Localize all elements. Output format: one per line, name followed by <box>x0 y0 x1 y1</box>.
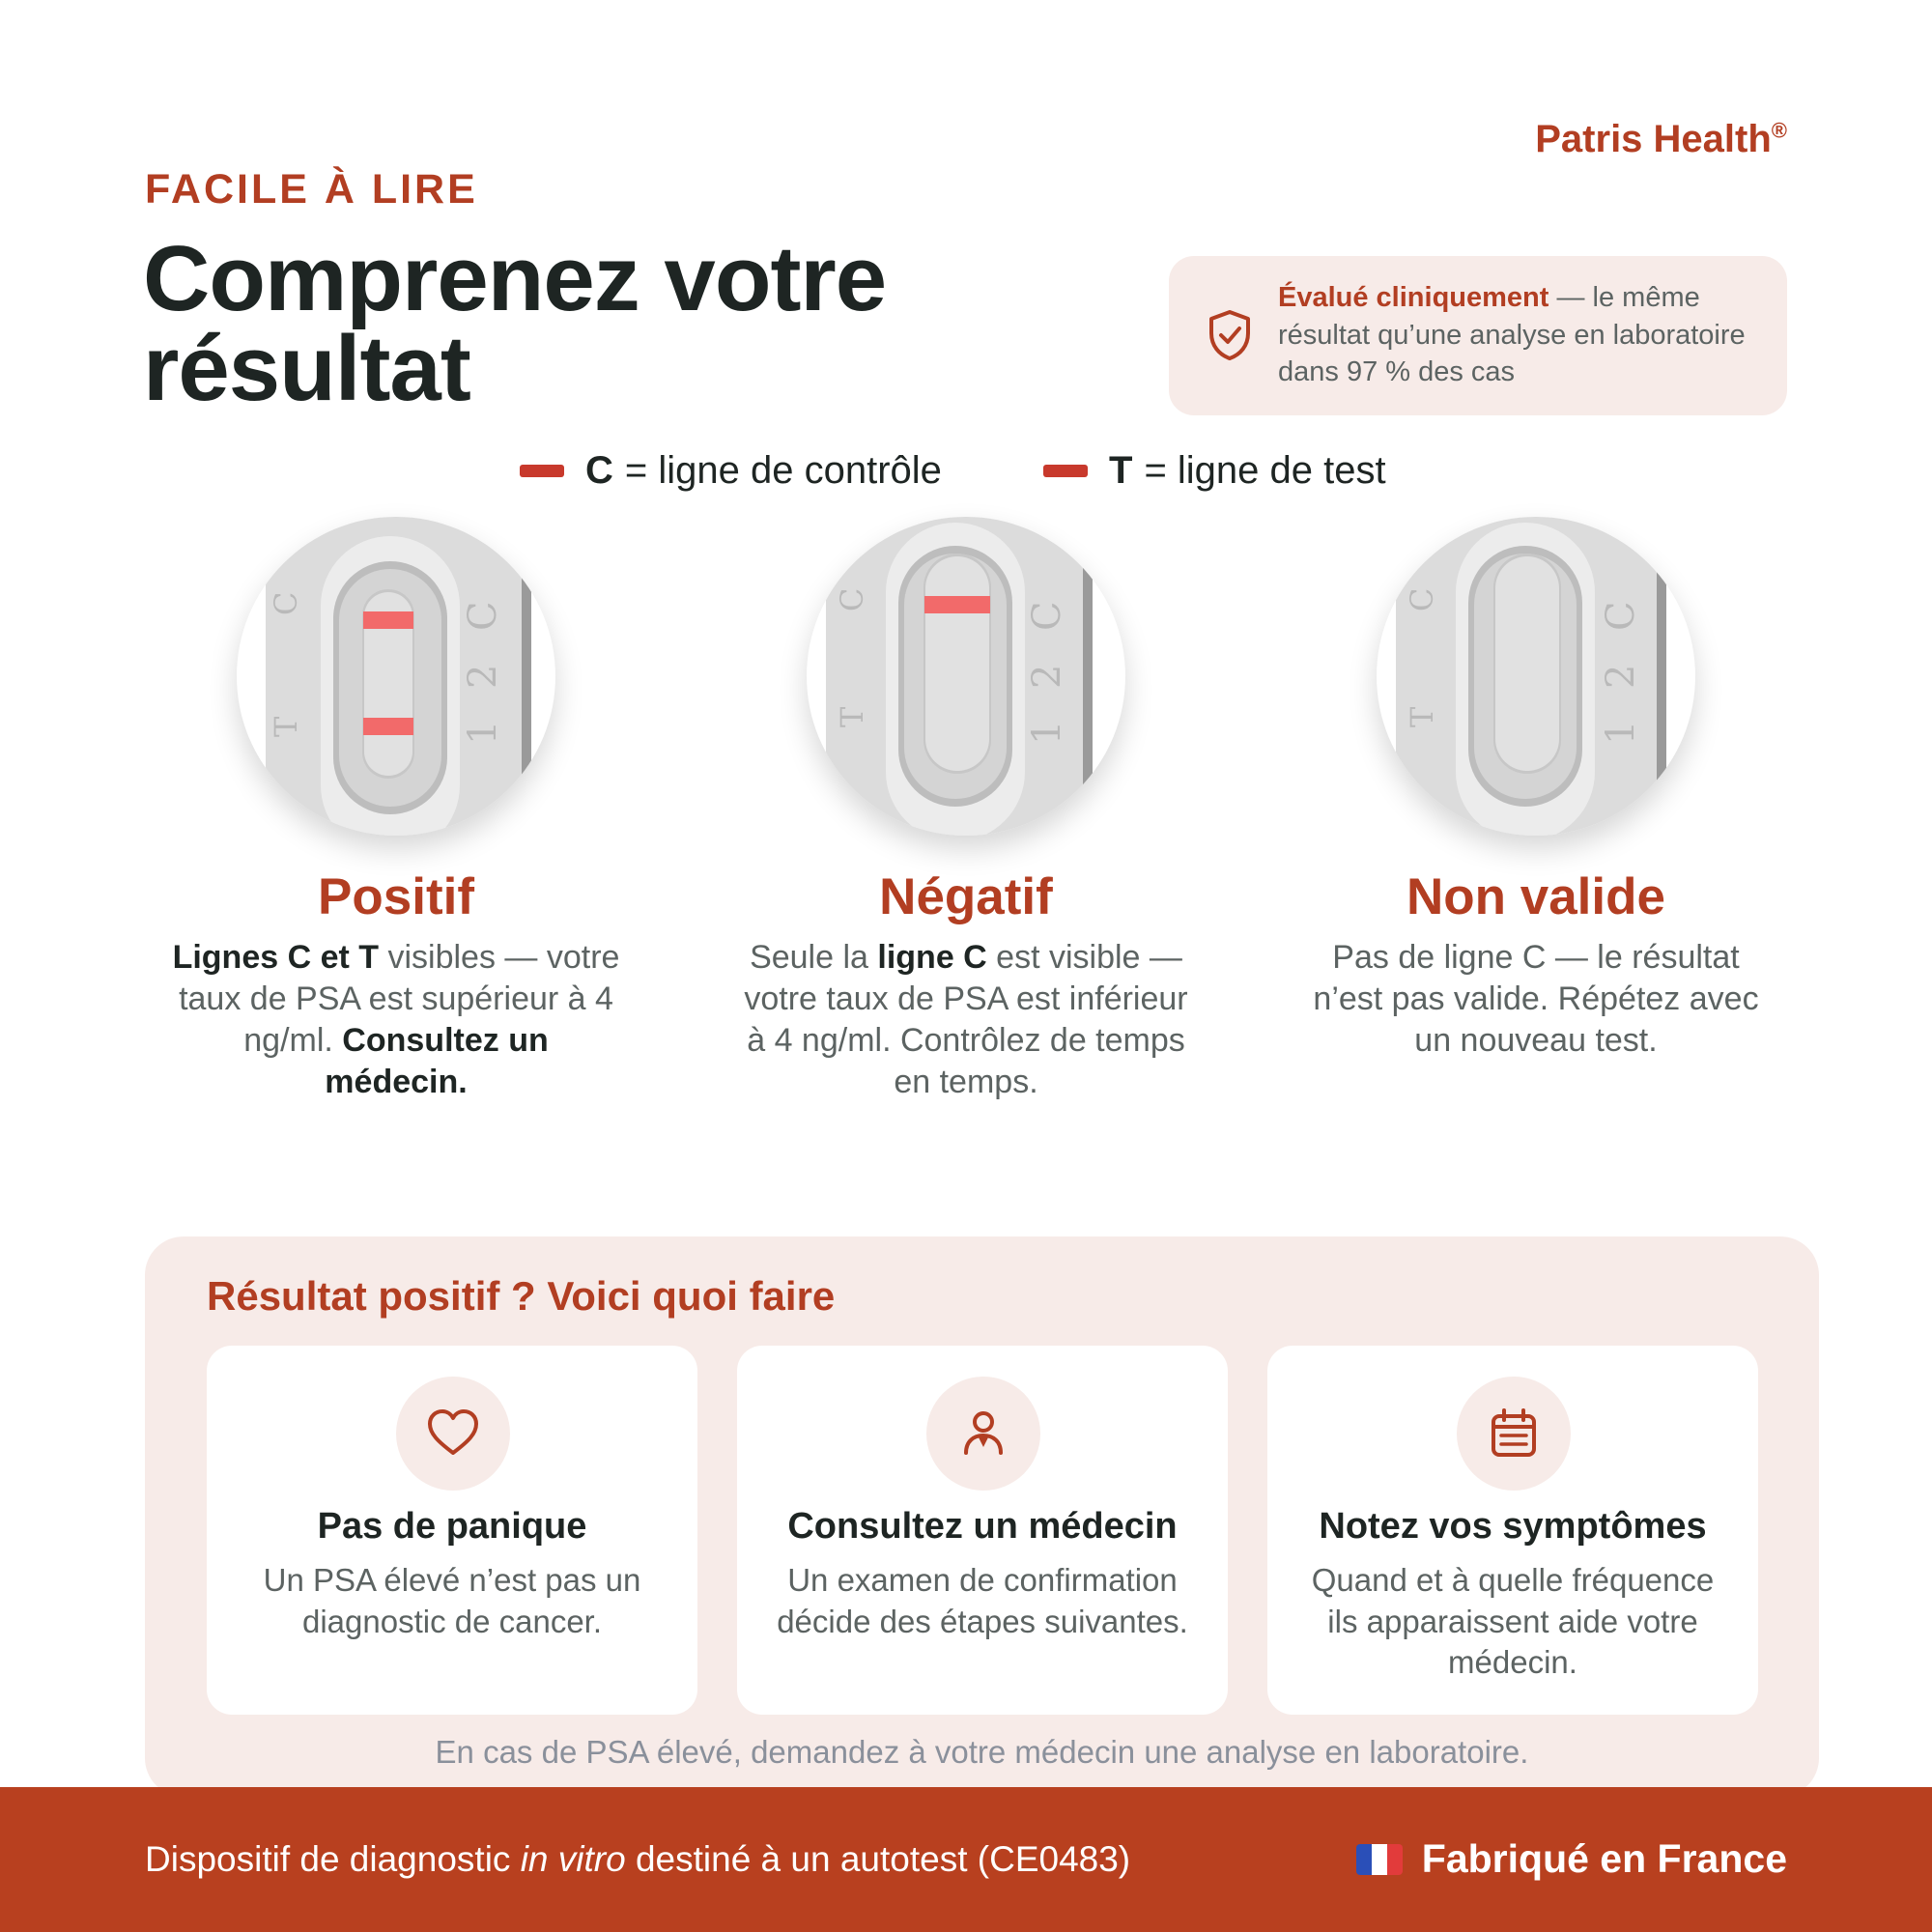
card-desc: Un examen de confirmation décide des étapes suivantes. <box>777 1562 1188 1639</box>
footer-text: destiné à un autotest (CE0483) <box>625 1839 1131 1879</box>
result-desc-positive <box>169 937 623 1103</box>
strip-label-2: 2 <box>1599 664 1643 689</box>
result-title-invalid: Non valide <box>1406 868 1665 925</box>
control-line <box>363 611 413 629</box>
card-consult-doctor <box>737 1346 1228 1715</box>
control-line-swatch <box>520 465 564 477</box>
desc-bold: ligne C <box>877 939 987 976</box>
next-steps-title: Résultat positif ? Voici quoi faire <box>207 1273 836 1319</box>
france-flag-icon <box>1356 1844 1403 1875</box>
strip-label-2: 2 <box>461 664 505 689</box>
heart-icon <box>424 1405 482 1463</box>
eyebrow-label: FACILE À LIRE <box>145 166 478 213</box>
made-in-france <box>1356 1836 1787 1882</box>
footer-disclaimer <box>145 1839 1130 1880</box>
test-line-swatch <box>1043 465 1088 477</box>
brand-logo <box>1535 118 1787 161</box>
control-line <box>924 596 990 613</box>
doctor-icon <box>954 1405 1012 1463</box>
legend-control-key: C <box>585 448 613 492</box>
footer-bar <box>0 1787 1932 1932</box>
page-title: Comprenez votre résultat <box>143 227 887 420</box>
strip-label-2: 2 <box>1025 664 1069 689</box>
calendar-icon <box>1485 1405 1543 1463</box>
strip-label-c2: C <box>1599 601 1643 631</box>
desc-text: visibles — votre taux de PSA est supérieur à 4 ng/ml. <box>179 939 620 1059</box>
made-in-label: Fabriqué en France <box>1421 1836 1787 1881</box>
panel-note: En cas de PSA élevé, demandez à votre médecin une analyse en laboratoire. <box>435 1734 1529 1770</box>
legend-test <box>1043 446 1386 495</box>
card-title: Pas de panique <box>317 1506 587 1547</box>
strip-label-1: 1 <box>461 720 505 745</box>
strip-label-t: T <box>268 716 304 737</box>
strip-label-t: T <box>834 706 870 727</box>
strip-label-c: C <box>834 587 870 611</box>
card-title: Consultez un médecin <box>787 1506 1178 1547</box>
shield-check-icon <box>1206 308 1254 362</box>
strip-label-c: C <box>268 591 304 615</box>
icon-circle <box>1457 1377 1571 1491</box>
badge-rest: — le même résultat qu’une analyse en laboratoire dans 97 % des cas <box>1278 282 1746 387</box>
badge-text <box>1278 279 1761 391</box>
card-desc: Quand et à quelle fréquence ils apparaissent aide votre médecin. <box>1311 1562 1715 1680</box>
test-cassette-positive <box>237 517 555 836</box>
card-desc: Un PSA élevé n’est pas un diagnostic de cancer. <box>263 1562 641 1639</box>
test-cassette-negative <box>807 517 1125 836</box>
strip-label-t: T <box>1404 706 1440 727</box>
desc-text: est visible — votre taux de PSA est inférieur à 4 ng/ml. Contrôlez de temps en temps. <box>744 939 1188 1100</box>
test-cassette-invalid <box>1377 517 1695 836</box>
result-title-negative: Négatif <box>879 868 1053 925</box>
legend-test-key: T <box>1109 448 1133 492</box>
footer-text: Dispositif de diagnostic <box>145 1839 521 1879</box>
test-line <box>363 718 413 735</box>
strip-label-c2: C <box>1025 601 1069 631</box>
result-desc-negative <box>739 937 1193 1103</box>
legend-test-text: = ligne de test <box>1144 448 1386 492</box>
legend-control-text: = ligne de contrôle <box>624 448 942 492</box>
result-title-positive: Positif <box>318 868 474 925</box>
card-title: Notez vos symptômes <box>1319 1506 1707 1547</box>
desc-text: Seule la <box>750 939 878 976</box>
desc-bold-cta: Consultez un médecin. <box>325 1022 549 1100</box>
footer-italic: in vitro <box>520 1839 626 1879</box>
brand-name: Patris Health <box>1535 118 1772 160</box>
badge-bold: Évalué cliniquement <box>1278 282 1549 313</box>
card-no-panic <box>207 1346 697 1715</box>
strip-label-1: 1 <box>1025 720 1069 745</box>
result-desc-invalid: Pas de ligne C — le résultat n’est pas valide. Répétez avec un nouveau test. <box>1313 939 1759 1059</box>
clinical-badge <box>1169 256 1787 415</box>
desc-bold: Lignes C et T <box>172 939 380 976</box>
legend-control <box>520 446 942 495</box>
registered-mark: ® <box>1771 118 1787 143</box>
card-note-symptoms <box>1267 1346 1758 1715</box>
icon-circle <box>396 1377 510 1491</box>
strip-label-c: C <box>1404 587 1440 611</box>
strip-label-1: 1 <box>1599 720 1643 745</box>
icon-circle <box>926 1377 1040 1491</box>
strip-label-c2: C <box>461 601 505 631</box>
